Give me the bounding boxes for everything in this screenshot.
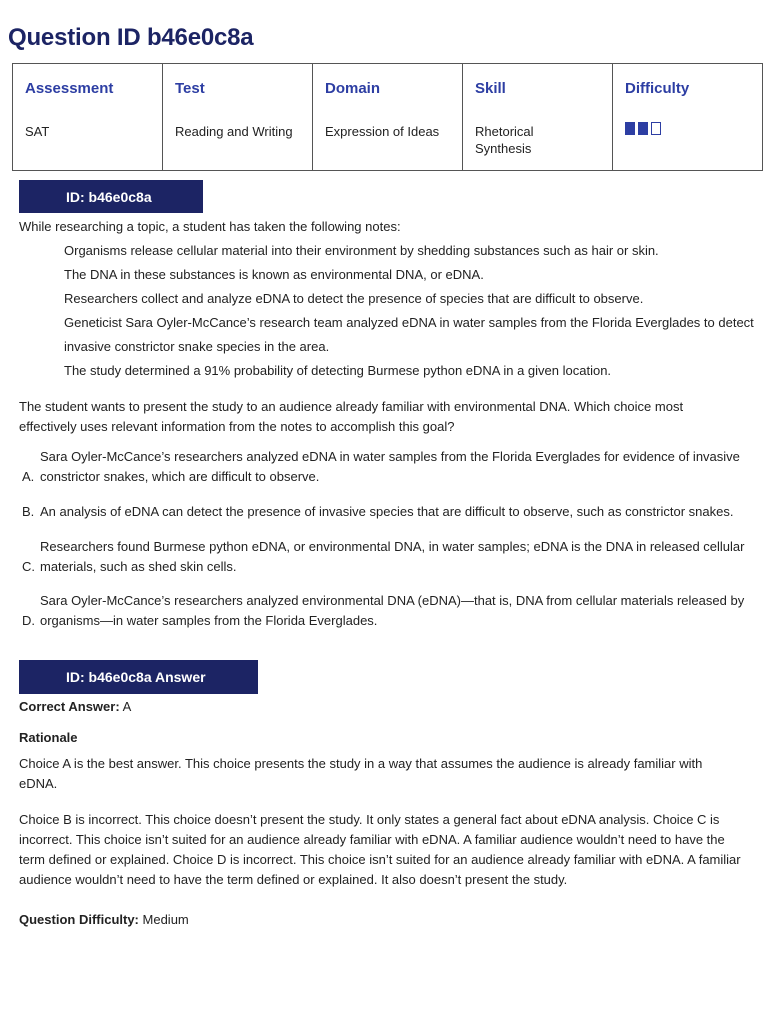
rationale-paragraph: Choice A is the best answer. This choice presents the study in a way that assumes the audience is already familiar with eDNA. xyxy=(19,756,703,791)
page-title: Question ID b46e0c8a xyxy=(8,24,254,51)
correct-answer-line xyxy=(19,697,131,717)
meta-value-domain: Expression of Ideas xyxy=(325,124,440,139)
meta-header-difficulty: Difficulty xyxy=(625,80,690,97)
choice-d[interactable] xyxy=(22,591,752,631)
question-meta-table xyxy=(12,63,763,171)
meta-cell-test xyxy=(163,64,313,171)
meta-header-skill: Skill xyxy=(475,80,506,97)
meta-cell-skill xyxy=(463,64,613,171)
note-item: Organisms release cellular material into their environment by shedding substances such as hair or skin. xyxy=(64,243,659,258)
meta-header-assessment: Assessment xyxy=(25,80,114,97)
question-id-banner: ID: b46e0c8a xyxy=(19,180,203,213)
meta-cell-assessment xyxy=(13,64,163,171)
choice-a[interactable] xyxy=(22,447,752,487)
choice-text: An analysis of eDNA can detect the presence of invasive species that are difficult to observe, such as constrictor snakes. xyxy=(40,504,734,519)
choice-letter: C. xyxy=(22,559,35,574)
choice-letter: B. xyxy=(22,504,35,519)
meta-value-skill: Rhetorical Synthesis xyxy=(475,124,534,156)
meta-header-test: Test xyxy=(175,80,205,97)
choice-text: Sara Oyler-McCance’s researchers analyzed eDNA in water samples from the Florida Everglades for evidence of invasive constrictor snakes, which are difficult to observe. xyxy=(40,449,740,484)
answer-id-banner: ID: b46e0c8a Answer xyxy=(19,660,258,694)
choice-text: Sara Oyler-McCance’s researchers analyzed environmental DNA (eDNA)—that is, DNA from cellular materials released by organisms—in water samples from the Florida Everglades. xyxy=(40,593,745,628)
question-intro: While researching a topic, a student has taken the following notes: xyxy=(19,219,401,234)
question-stem: The student wants to present the study to an audience already familiar with environmental DNA. Which choice most effectively uses relevant information from the notes to accomplish this goal? xyxy=(19,399,684,434)
rationale-paragraph: Choice B is incorrect. This choice doesn’t present the study. It only states a general fact about eDNA analysis. Choice C is incorrect. This choice isn’t suited for an audience already familiar with eDNA. A familiar audience wouldn’t need to have the term defined or explained. Choice D is incorrect. This choice isn’t suited for an audience already familiar with eDNA. A familiar audience wouldn’t need to have the term defined or explained. It also doesn’t present the study. xyxy=(19,812,741,887)
choice-letter: D. xyxy=(22,613,35,628)
difficulty-box-empty xyxy=(651,122,661,135)
notes-list xyxy=(64,239,754,383)
choice-b[interactable] xyxy=(22,502,752,522)
correct-answer-label: Correct Answer: xyxy=(19,699,120,714)
meta-header-domain: Domain xyxy=(325,80,381,97)
question-difficulty-line xyxy=(19,910,189,930)
difficulty-box-filled xyxy=(638,122,648,135)
choice-c[interactable] xyxy=(22,537,752,577)
note-item: Researchers collect and analyze eDNA to detect the presence of species that are difficult to observe. xyxy=(64,291,644,306)
meta-value-assessment: SAT xyxy=(25,124,50,139)
question-difficulty-label: Question Difficulty: xyxy=(19,912,139,927)
difficulty-box-filled xyxy=(625,122,635,135)
question-difficulty-value: Medium xyxy=(142,912,189,927)
choice-text: Researchers found Burmese python eDNA, or environmental DNA, in water samples; eDNA is the DNA in released cellular materials, such as shed skin cells. xyxy=(40,539,745,574)
meta-cell-domain xyxy=(313,64,463,171)
note-item: The DNA in these substances is known as environmental DNA, or eDNA. xyxy=(64,267,484,282)
choice-letter: A. xyxy=(22,469,35,484)
rationale-heading: Rationale xyxy=(19,730,78,745)
difficulty-indicator xyxy=(613,110,762,135)
meta-value-test: Reading and Writing xyxy=(175,124,293,139)
meta-cell-difficulty xyxy=(613,64,763,171)
note-item: Geneticist Sara Oyler-McCance’s research team analyzed eDNA in water samples from the Florida Everglades to detect invasive constrictor snake species in the area. xyxy=(64,315,754,354)
note-item: The study determined a 91% probability of detecting Burmese python eDNA in a given location. xyxy=(64,363,612,378)
correct-answer-value: A xyxy=(122,699,132,714)
